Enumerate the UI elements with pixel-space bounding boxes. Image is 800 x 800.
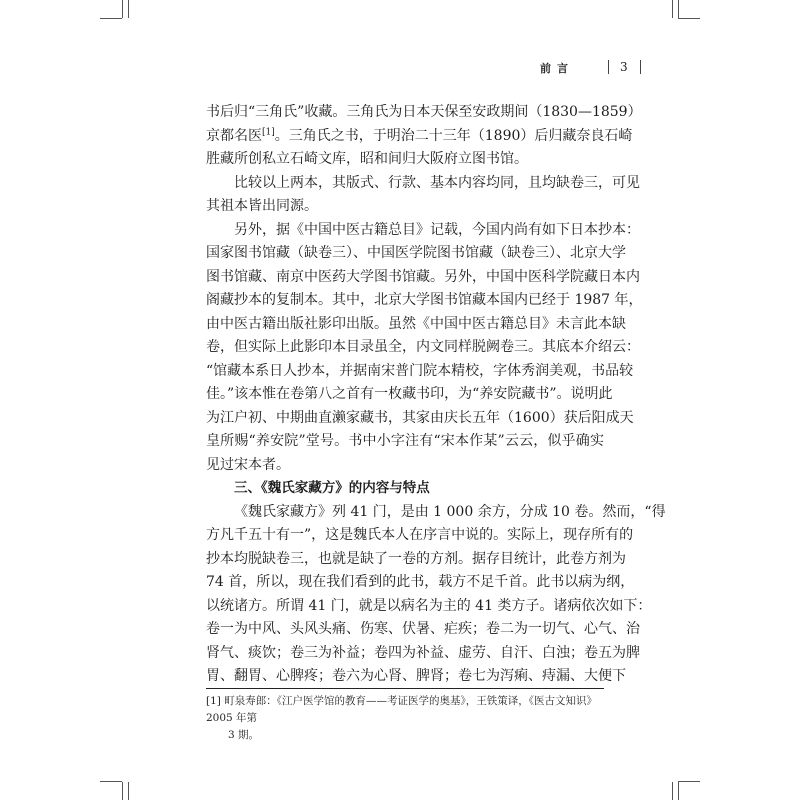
crop-mark-tr-v2 (678, 0, 679, 18)
text-line: 肾气、痰饮；卷三为补益；卷四为补益、虚劳、自汗、白浊；卷五为脾 (206, 644, 640, 661)
text-line: 卷，但实际上此影印本目录虽全，内文同样脱阙卷三。其底本介绍云： (206, 339, 640, 355)
footnote-text: 町泉寿郎：《江户医学馆的教育——考证医学的奥基》，王铁策译，《医古文知识》2005 年第 (206, 695, 597, 724)
footnote-marker: [1] (206, 695, 221, 707)
text-line: 图书馆藏、南京中医药大学图书馆藏。另外，中国中医科学院藏日本内 (206, 268, 640, 285)
crop-mark-bl-h (100, 781, 122, 782)
text-line: 见过宋本者。 (206, 456, 290, 473)
crop-mark-tl-v (122, 0, 123, 18)
text-line: 国家图书馆藏（缺卷三）、中国医学院图书馆藏（缺卷三）、北京大学 (206, 245, 626, 261)
crop-mark-bl-v2 (128, 782, 129, 800)
crop-mark-bl-v (122, 782, 123, 800)
text-line: 方凡千五十有一”，这是魏氏本人在序言中说的。实际上，现存所有的 (206, 527, 634, 543)
footnote-ref: [1] (262, 126, 275, 137)
footnote (206, 693, 604, 744)
crop-mark-tr-v (672, 0, 673, 18)
header-title: 前言 (540, 62, 574, 75)
header-separator-right (640, 60, 641, 74)
text-line: 皇所赐“养安院”堂号。书中小字注有“宋本作某”云云，似乎确实 (206, 433, 604, 449)
crop-mark-tl-h (100, 18, 122, 19)
page-number: 3 (620, 60, 628, 74)
footnote-line (206, 693, 604, 727)
text-line: 另外，据《中国中医古籍总目》记载，今国内尚有如下日本抄本： (234, 221, 640, 238)
text-line: 卷一为中风、头风头痛、伤寒、伏暑、疟疾；卷二为一切气、心气、治 (206, 621, 640, 637)
text-line: 胃、翻胃、心脾疼；卷六为心肾、脾肾；卷七为泻痢、痔漏、大便下 (206, 668, 626, 684)
text-line: 比较以上两本，其版式、行款、基本内容均同，且均缺卷三，可见 (234, 174, 640, 191)
crop-mark-br-v (672, 782, 673, 800)
crop-mark-tr-h (678, 18, 700, 19)
body-text (206, 101, 666, 689)
crop-mark-br-h (678, 781, 700, 782)
text-line: 以统诸方。所谓 41 门，就是以病名为主的 41 类方子。诸病依次如下： (206, 597, 652, 614)
text-line: 其祖本皆出同源。 (206, 198, 318, 214)
text-line: 佳。”该本惟在卷第八之首有一枚藏书印，为“养安院藏书”。说明此 (206, 386, 613, 402)
crop-mark-br-v2 (678, 782, 679, 800)
text-line: 书后归“三角氏”收藏。三角氏为日本天保至安政期间（1830—1859） (206, 104, 642, 120)
footnote-line: 3 期。 (228, 729, 260, 741)
text-line: 抄本均脱缺卷三，也就是缺了一卷的方剂。据存目统计，此卷方剂为 (206, 550, 626, 567)
text-line: “馆藏本系日人抄本，并据南宋普门院本精校，字体秀润美观，书品较 (206, 362, 634, 379)
text-line (206, 125, 633, 149)
text-line: 74 首，所以，现在我们看到的此书，载方不足千首。此书以病为纲， (206, 574, 635, 590)
text-line: 为江户初、中期曲直濑家藏书，其家由庆长五年（1600）获后阳成天 (206, 409, 634, 426)
text-span: 。三角氏之书，于明治二十三年（1890）后归藏奈良石崎 (274, 127, 633, 144)
text-line: 由中医古籍出版社影印出版。虽然《中国中医古籍总目》未言此本缺 (206, 315, 626, 332)
header-separator (608, 60, 609, 74)
text-span: 京都名医 (206, 127, 262, 144)
text-line: 胜藏所创私立石崎文库，昭和间归大阪府立图书馆。 (206, 151, 528, 167)
text-line: 《魏氏家藏方》列 41 门，是由 1 000 余方，分成 10 卷。然而，“得 (234, 503, 666, 520)
running-header (540, 60, 650, 76)
footnote-rule (206, 688, 604, 689)
text-line: 阁藏抄本的复制本。其中，北京大学图书馆藏本国内已经于 1987 年， (206, 292, 643, 308)
section-heading: 三、《魏氏家藏方》的内容与特点 (234, 480, 430, 496)
crop-mark-tl-v2 (128, 0, 129, 18)
